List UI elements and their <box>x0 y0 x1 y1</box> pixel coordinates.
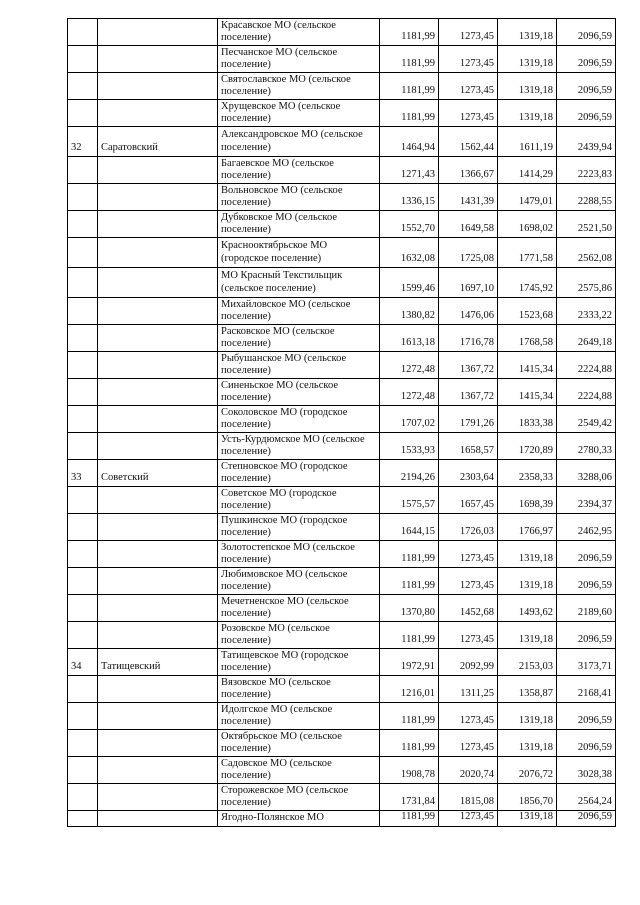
row-number-cell <box>68 730 98 757</box>
value-2-cell: 1273,45 <box>439 622 498 649</box>
row-number-cell <box>68 157 98 184</box>
table-row <box>68 325 616 352</box>
row-number-cell <box>68 406 98 433</box>
municipality-cell: Сторожевское МО (сельское поселение) <box>218 784 380 811</box>
value-4-cell: 2462,95 <box>557 514 616 541</box>
value-1-cell: 1181,99 <box>380 568 439 595</box>
value-3-cell: 1611,19 <box>498 127 557 157</box>
value-2-cell: 1716,78 <box>439 325 498 352</box>
municipality-cell: Ягодно-Полянское МО <box>218 811 380 827</box>
district-cell <box>98 238 218 268</box>
value-2-cell: 1367,72 <box>439 352 498 379</box>
value-1-cell: 1272,48 <box>380 379 439 406</box>
value-1-cell: 1464,94 <box>380 127 439 157</box>
value-2-cell: 1367,72 <box>439 379 498 406</box>
value-1-cell: 1599,46 <box>380 268 439 298</box>
row-number-cell <box>68 298 98 325</box>
value-3-cell: 1319,18 <box>498 46 557 73</box>
value-1-cell: 1380,82 <box>380 298 439 325</box>
value-4-cell: 2224,88 <box>557 379 616 406</box>
municipality-cell: Любимовское МО (сельское поселение) <box>218 568 380 595</box>
value-3-cell: 1415,34 <box>498 352 557 379</box>
municipality-cell: Песчанское МО (сельское поселение) <box>218 46 380 73</box>
district-cell <box>98 514 218 541</box>
value-2-cell: 1273,45 <box>439 703 498 730</box>
table-row <box>68 73 616 100</box>
value-4-cell: 2575,86 <box>557 268 616 298</box>
row-number-cell <box>68 19 98 46</box>
value-2-cell: 1366,67 <box>439 157 498 184</box>
value-3-cell: 1833,38 <box>498 406 557 433</box>
value-2-cell: 1273,45 <box>439 730 498 757</box>
value-4-cell: 2096,59 <box>557 46 616 73</box>
municipality-cell: Пушкинское МО (городское поселение) <box>218 514 380 541</box>
row-number-cell <box>68 676 98 703</box>
district-cell <box>98 541 218 568</box>
table-row <box>68 622 616 649</box>
value-3-cell: 2358,33 <box>498 460 557 487</box>
value-2-cell: 1562,44 <box>439 127 498 157</box>
value-4-cell: 2333,22 <box>557 298 616 325</box>
value-1-cell: 1181,99 <box>380 730 439 757</box>
value-1-cell: 1336,15 <box>380 184 439 211</box>
value-1-cell: 1908,78 <box>380 757 439 784</box>
table-row <box>68 211 616 238</box>
row-number-cell <box>68 487 98 514</box>
value-4-cell: 2096,59 <box>557 19 616 46</box>
value-2-cell: 1273,45 <box>439 541 498 568</box>
value-3-cell: 1745,92 <box>498 268 557 298</box>
value-4-cell: 2439,94 <box>557 127 616 157</box>
municipality-cell: Идолгское МО (сельское поселение) <box>218 703 380 730</box>
row-number-cell <box>68 784 98 811</box>
value-1-cell: 1644,15 <box>380 514 439 541</box>
table-row <box>68 703 616 730</box>
value-3-cell: 1856,70 <box>498 784 557 811</box>
value-1-cell: 1271,43 <box>380 157 439 184</box>
municipality-cell: Синеньское МО (сельское поселение) <box>218 379 380 406</box>
value-3-cell: 2153,03 <box>498 649 557 676</box>
table-row <box>68 157 616 184</box>
district-cell <box>98 757 218 784</box>
value-3-cell: 1523,68 <box>498 298 557 325</box>
district-cell <box>98 157 218 184</box>
district-cell <box>98 703 218 730</box>
value-4-cell: 2288,55 <box>557 184 616 211</box>
value-3-cell: 1319,18 <box>498 100 557 127</box>
value-2-cell: 1273,45 <box>439 46 498 73</box>
table-row <box>68 406 616 433</box>
district-cell <box>98 379 218 406</box>
row-number-cell <box>68 211 98 238</box>
value-4-cell: 2224,88 <box>557 352 616 379</box>
municipality-cell: Святославское МО (сельское поселение) <box>218 73 380 100</box>
value-3-cell: 1319,18 <box>498 811 557 827</box>
table-row <box>68 127 616 157</box>
district-cell <box>98 46 218 73</box>
row-number-cell <box>68 46 98 73</box>
table-row <box>68 541 616 568</box>
row-number-cell <box>68 514 98 541</box>
row-number-cell <box>68 184 98 211</box>
district-cell <box>98 100 218 127</box>
value-4-cell: 2521,50 <box>557 211 616 238</box>
municipality-cell: Вязовское МО (сельское поселение) <box>218 676 380 703</box>
table-row <box>68 460 616 487</box>
district-cell: Саратовский <box>98 127 218 157</box>
table-row <box>68 514 616 541</box>
value-3-cell: 1319,18 <box>498 622 557 649</box>
value-3-cell: 1698,39 <box>498 487 557 514</box>
value-3-cell: 1319,18 <box>498 568 557 595</box>
value-3-cell: 1319,18 <box>498 703 557 730</box>
value-1-cell: 1216,01 <box>380 676 439 703</box>
table-row <box>68 784 616 811</box>
district-cell <box>98 622 218 649</box>
municipality-cell: Красавское МО (сельское поселение) <box>218 19 380 46</box>
district-cell <box>98 595 218 622</box>
table-row <box>68 730 616 757</box>
municipality-cell: Хрущевское МО (сельское поселение) <box>218 100 380 127</box>
table-row <box>68 649 616 676</box>
value-4-cell: 3028,38 <box>557 757 616 784</box>
municipality-cell: Усть-Курдюмское МО (сельское поселение) <box>218 433 380 460</box>
value-1-cell: 1181,99 <box>380 703 439 730</box>
district-cell <box>98 211 218 238</box>
value-2-cell: 1311,25 <box>439 676 498 703</box>
municipality-cell: Татищевское МО (городское поселение) <box>218 649 380 676</box>
value-4-cell: 2223,83 <box>557 157 616 184</box>
value-3-cell: 1415,34 <box>498 379 557 406</box>
district-cell: Советский <box>98 460 218 487</box>
value-1-cell: 1632,08 <box>380 238 439 268</box>
municipality-cell: Александровское МО (сельское поселение) <box>218 127 380 157</box>
municipality-cell: Михайловское МО (сельское поселение) <box>218 298 380 325</box>
table-row <box>68 298 616 325</box>
district-cell <box>98 352 218 379</box>
value-4-cell: 2096,59 <box>557 730 616 757</box>
value-3-cell: 1319,18 <box>498 73 557 100</box>
value-3-cell: 1698,02 <box>498 211 557 238</box>
value-1-cell: 1181,99 <box>380 811 439 827</box>
value-2-cell: 1273,45 <box>439 73 498 100</box>
value-4-cell: 2096,59 <box>557 622 616 649</box>
value-4-cell: 2096,59 <box>557 703 616 730</box>
municipality-cell: Садовское МО (сельское поселение) <box>218 757 380 784</box>
table-row <box>68 238 616 268</box>
row-number-cell <box>68 379 98 406</box>
value-4-cell: 2096,59 <box>557 73 616 100</box>
table-row <box>68 568 616 595</box>
municipality-cell: МО Красный Текстильщик (сельское поселение) <box>218 268 380 298</box>
district-cell <box>98 433 218 460</box>
value-1-cell: 1181,99 <box>380 73 439 100</box>
district-cell <box>98 268 218 298</box>
district-cell <box>98 784 218 811</box>
value-2-cell: 1273,45 <box>439 19 498 46</box>
municipality-cell: Мечетненское МО (сельское поселение) <box>218 595 380 622</box>
value-4-cell: 2096,59 <box>557 568 616 595</box>
table-row <box>68 19 616 46</box>
municipality-cell: Рыбушанское МО (сельское поселение) <box>218 352 380 379</box>
municipality-cell: Краснооктябрьское МО (городское поселение) <box>218 238 380 268</box>
value-2-cell: 1697,10 <box>439 268 498 298</box>
table-row <box>68 433 616 460</box>
value-3-cell: 1319,18 <box>498 730 557 757</box>
value-2-cell: 1657,45 <box>439 487 498 514</box>
tariff-table-body <box>68 19 616 827</box>
district-cell <box>98 568 218 595</box>
value-2-cell: 1273,45 <box>439 100 498 127</box>
value-1-cell: 1370,80 <box>380 595 439 622</box>
value-1-cell: 1575,57 <box>380 487 439 514</box>
municipality-cell: Соколовское МО (городское поселение) <box>218 406 380 433</box>
table-row <box>68 268 616 298</box>
value-2-cell: 1791,26 <box>439 406 498 433</box>
district-cell <box>98 298 218 325</box>
municipality-cell: Октябрьское МО (сельское поселение) <box>218 730 380 757</box>
value-4-cell: 2564,24 <box>557 784 616 811</box>
tariff-table <box>67 18 616 827</box>
district-cell <box>98 406 218 433</box>
value-3-cell: 1414,29 <box>498 157 557 184</box>
row-number-cell <box>68 595 98 622</box>
table-row <box>68 184 616 211</box>
municipality-cell: Советское МО (городское поселение) <box>218 487 380 514</box>
value-1-cell: 1613,18 <box>380 325 439 352</box>
value-1-cell: 1181,99 <box>380 19 439 46</box>
municipality-cell: Золотостепское МО (сельское поселение) <box>218 541 380 568</box>
value-3-cell: 1319,18 <box>498 19 557 46</box>
municipality-cell: Розовское МО (сельское поселение) <box>218 622 380 649</box>
table-row <box>68 487 616 514</box>
value-4-cell: 2780,33 <box>557 433 616 460</box>
municipality-cell: Дубковское МО (сельское поселение) <box>218 211 380 238</box>
table-row <box>68 379 616 406</box>
value-4-cell: 2096,59 <box>557 541 616 568</box>
row-number-cell: 32 <box>68 127 98 157</box>
value-4-cell: 2096,59 <box>557 100 616 127</box>
municipality-cell: Расковское МО (сельское поселение) <box>218 325 380 352</box>
value-2-cell: 1658,57 <box>439 433 498 460</box>
value-1-cell: 1181,99 <box>380 100 439 127</box>
district-cell: Татищевский <box>98 649 218 676</box>
row-number-cell <box>68 568 98 595</box>
value-1-cell: 2194,26 <box>380 460 439 487</box>
value-1-cell: 1181,99 <box>380 46 439 73</box>
value-1-cell: 1272,48 <box>380 352 439 379</box>
value-2-cell: 1476,06 <box>439 298 498 325</box>
value-2-cell: 1649,58 <box>439 211 498 238</box>
value-2-cell: 1726,03 <box>439 514 498 541</box>
value-1-cell: 1972,91 <box>380 649 439 676</box>
value-4-cell: 2096,59 <box>557 811 616 827</box>
row-number-cell <box>68 100 98 127</box>
value-2-cell: 1273,45 <box>439 568 498 595</box>
value-4-cell: 2394,37 <box>557 487 616 514</box>
row-number-cell <box>68 811 98 827</box>
value-4-cell: 2562,08 <box>557 238 616 268</box>
value-4-cell: 2168,41 <box>557 676 616 703</box>
row-number-cell <box>68 73 98 100</box>
row-number-cell <box>68 238 98 268</box>
row-number-cell <box>68 703 98 730</box>
table-row <box>68 595 616 622</box>
value-1-cell: 1707,02 <box>380 406 439 433</box>
value-3-cell: 1720,89 <box>498 433 557 460</box>
row-number-cell <box>68 757 98 784</box>
value-1-cell: 1533,93 <box>380 433 439 460</box>
value-2-cell: 1273,45 <box>439 811 498 827</box>
value-2-cell: 1815,08 <box>439 784 498 811</box>
value-3-cell: 2076,72 <box>498 757 557 784</box>
row-number-cell <box>68 352 98 379</box>
value-3-cell: 1358,87 <box>498 676 557 703</box>
value-2-cell: 1452,68 <box>439 595 498 622</box>
value-1-cell: 1552,70 <box>380 211 439 238</box>
value-4-cell: 2649,18 <box>557 325 616 352</box>
district-cell <box>98 325 218 352</box>
value-3-cell: 1766,97 <box>498 514 557 541</box>
row-number-cell <box>68 325 98 352</box>
value-4-cell: 2549,42 <box>557 406 616 433</box>
value-3-cell: 1493,62 <box>498 595 557 622</box>
table-row <box>68 757 616 784</box>
row-number-cell <box>68 622 98 649</box>
district-cell <box>98 811 218 827</box>
value-4-cell: 2189,60 <box>557 595 616 622</box>
value-4-cell: 3173,71 <box>557 649 616 676</box>
row-number-cell <box>68 433 98 460</box>
value-2-cell: 1725,08 <box>439 238 498 268</box>
municipality-cell: Вольновское МО (сельское поселение) <box>218 184 380 211</box>
value-3-cell: 1479,01 <box>498 184 557 211</box>
row-number-cell <box>68 268 98 298</box>
district-cell <box>98 676 218 703</box>
value-2-cell: 2303,64 <box>439 460 498 487</box>
table-row <box>68 100 616 127</box>
value-2-cell: 2020,74 <box>439 757 498 784</box>
value-4-cell: 3288,06 <box>557 460 616 487</box>
value-1-cell: 1731,84 <box>380 784 439 811</box>
row-number-cell: 33 <box>68 460 98 487</box>
table-row <box>68 352 616 379</box>
municipality-cell: Багаевское МО (сельское поселение) <box>218 157 380 184</box>
value-2-cell: 2092,99 <box>439 649 498 676</box>
district-cell <box>98 184 218 211</box>
table-row <box>68 811 616 827</box>
row-number-cell <box>68 541 98 568</box>
municipality-cell: Степновское МО (городское поселение) <box>218 460 380 487</box>
district-cell <box>98 730 218 757</box>
district-cell <box>98 487 218 514</box>
value-3-cell: 1319,18 <box>498 541 557 568</box>
value-1-cell: 1181,99 <box>380 541 439 568</box>
value-1-cell: 1181,99 <box>380 622 439 649</box>
value-3-cell: 1771,58 <box>498 238 557 268</box>
value-2-cell: 1431,39 <box>439 184 498 211</box>
value-3-cell: 1768,58 <box>498 325 557 352</box>
district-cell <box>98 73 218 100</box>
table-row <box>68 676 616 703</box>
district-cell <box>98 19 218 46</box>
table-row <box>68 46 616 73</box>
row-number-cell: 34 <box>68 649 98 676</box>
